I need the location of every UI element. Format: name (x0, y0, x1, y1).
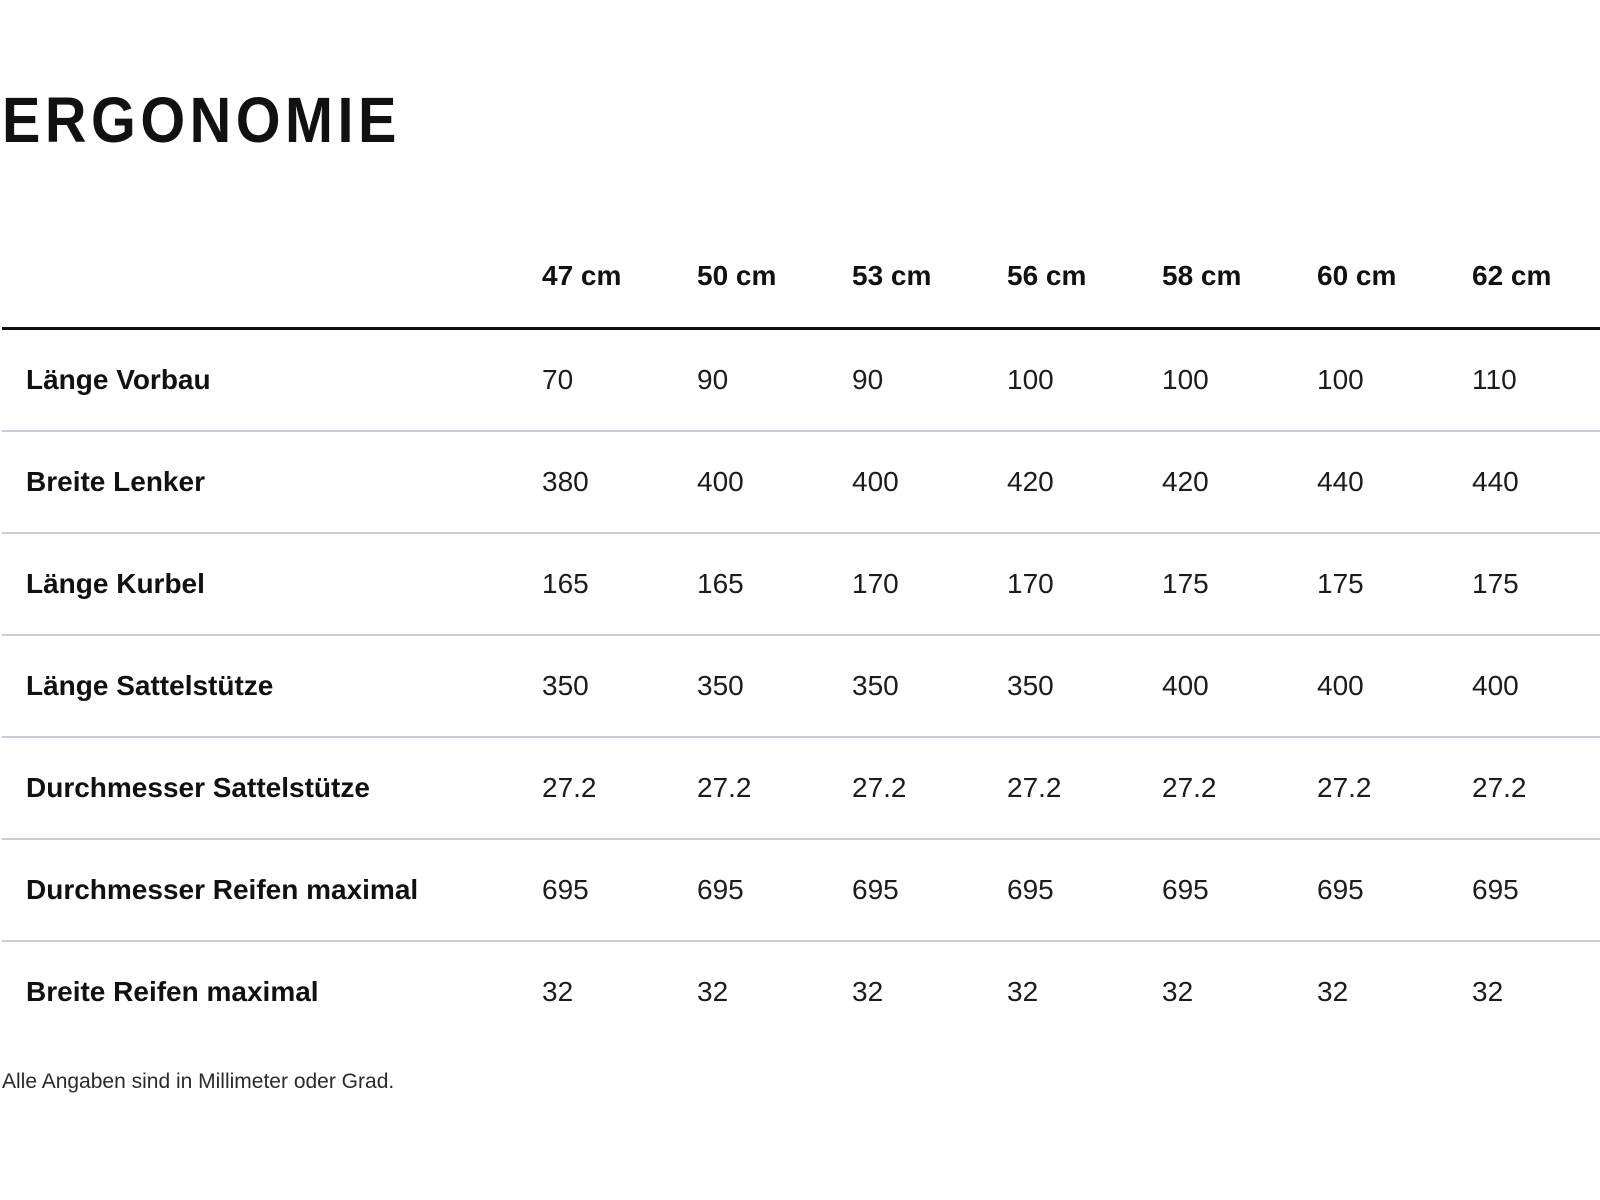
units-footnote: Alle Angaben sind in Millimeter oder Grad. (2, 1070, 395, 1093)
table-row (2, 839, 1600, 941)
row-label: Durchmesser Reifen maximal (2, 839, 542, 941)
table-body (2, 329, 1600, 1043)
row-label: Länge Sattelstütze (2, 635, 542, 737)
table-cell: 32 (1317, 976, 1349, 1007)
table-header (2, 225, 1600, 329)
table-cell: 400 (852, 431, 1007, 533)
ergonomics-table (2, 225, 1600, 1042)
table-cell: 350 (697, 635, 852, 737)
table-cell: 175 (1472, 533, 1600, 635)
table-cell: 440 (1472, 431, 1600, 533)
table-cell: 170 (1007, 533, 1162, 635)
table-cell: 695 (542, 839, 697, 941)
table-cell: 440 (1317, 431, 1472, 533)
table-cell: 165 (542, 533, 697, 635)
page-title: ERGONOMIE (2, 84, 401, 156)
table-row (2, 533, 1600, 635)
size-header: 58 cm (1162, 225, 1317, 329)
table-cell: 170 (852, 533, 1007, 635)
size-header: 56 cm (1007, 225, 1162, 329)
table-cell: 32 (542, 976, 574, 1007)
table-cell: 400 (1162, 635, 1317, 737)
table-cell: 695 (1317, 839, 1472, 941)
table-cell: 380 (542, 431, 697, 533)
table-cell: 32 (1472, 976, 1504, 1007)
table-cell: 695 (852, 839, 1007, 941)
header-row (2, 225, 1600, 329)
table-cell: 32 (1007, 976, 1039, 1007)
table-cell: 32 (697, 976, 729, 1007)
table-cell: 32 (852, 976, 884, 1007)
table-cell: 400 (697, 431, 852, 533)
size-header: 47 cm (542, 225, 697, 329)
row-label: Länge Kurbel (2, 533, 542, 635)
table-row (2, 329, 1600, 432)
table-cell: 27.2 (1317, 737, 1472, 839)
table-row (2, 635, 1600, 737)
table-cell: 27.2 (1162, 737, 1317, 839)
header-corner (2, 225, 542, 329)
table-cell: 90 (697, 329, 852, 432)
row-label: Breite Lenker (2, 431, 542, 533)
table-cell: 350 (852, 635, 1007, 737)
table-cell: 27.2 (542, 737, 697, 839)
table-cell: 695 (1162, 839, 1317, 941)
table-row (2, 737, 1600, 839)
table-cell: 175 (1162, 533, 1317, 635)
table-cell: 27.2 (1007, 737, 1162, 839)
table-row (2, 941, 1600, 1042)
table-cell: 175 (1317, 533, 1472, 635)
table-cell: 27.2 (1472, 737, 1600, 839)
table-cell: 27.2 (852, 737, 1007, 839)
table-cell: 100 (1162, 329, 1317, 432)
size-header: 60 cm (1317, 225, 1472, 329)
table-cell: 695 (1472, 839, 1600, 941)
table-cell: 165 (697, 533, 852, 635)
table-cell: 695 (1007, 839, 1162, 941)
table-cell: 695 (697, 839, 852, 941)
table-cell: 100 (1007, 329, 1162, 432)
size-header: 50 cm (697, 225, 852, 329)
table-cell: 32 (1162, 976, 1194, 1007)
table-cell: 420 (1007, 431, 1162, 533)
table-cell: 100 (1317, 329, 1472, 432)
table-cell: 420 (1162, 431, 1317, 533)
table-cell: 70 (542, 329, 697, 432)
row-label: Länge Vorbau (2, 329, 542, 432)
table-cell: 400 (1472, 635, 1600, 737)
table-cell: 27.2 (697, 737, 852, 839)
table-cell: 400 (1317, 635, 1472, 737)
table-cell: 350 (1007, 635, 1162, 737)
table-row (2, 431, 1600, 533)
table-cell: 90 (852, 329, 1007, 432)
row-label: Durchmesser Sattelstütze (2, 737, 542, 839)
row-label: Breite Reifen maximal (26, 976, 319, 1007)
table-cell: 350 (542, 635, 697, 737)
table-cell: 110 (1472, 329, 1600, 432)
size-header: 53 cm (852, 225, 1007, 329)
size-header: 62 cm (1472, 225, 1600, 329)
